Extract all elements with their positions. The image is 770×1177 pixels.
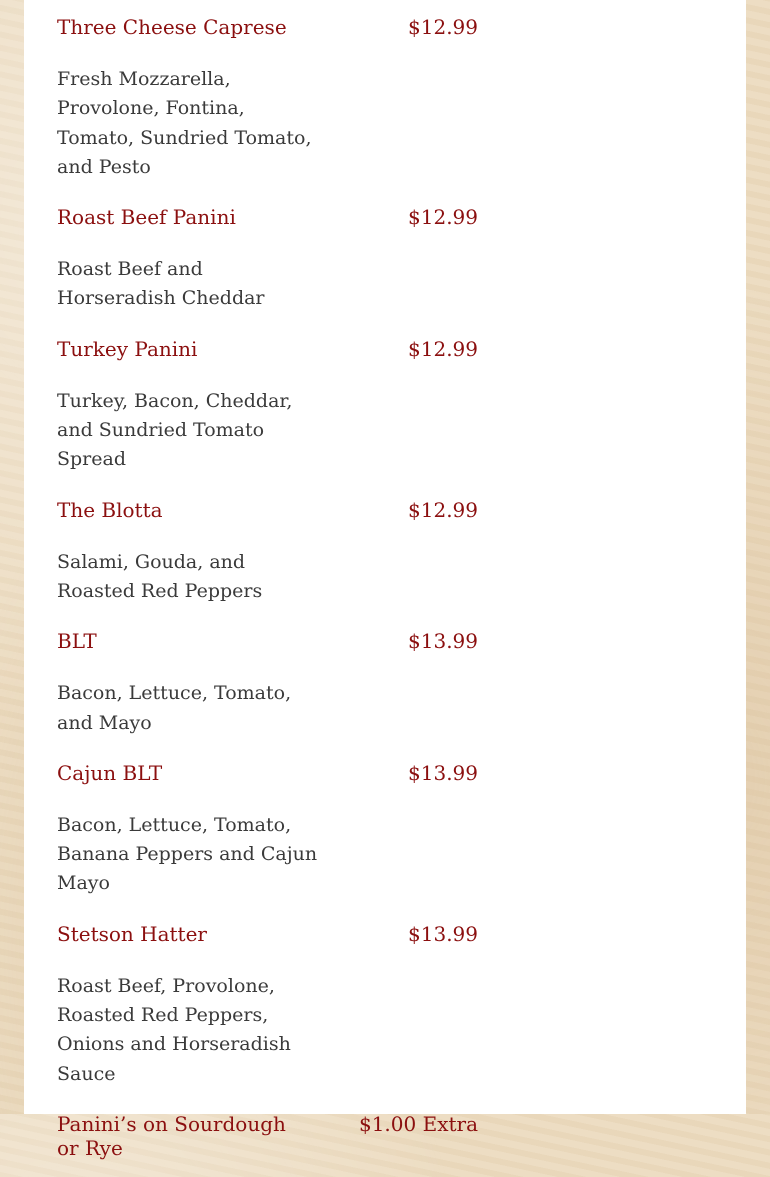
menu-item-name: BLT (57, 629, 97, 654)
menu-item-price: $12.99 (408, 497, 478, 522)
menu-note-price: $1.00 Extra (358, 1111, 478, 1136)
menu-item-name: Turkey Panini (57, 336, 198, 361)
menu-item-name: Cajun BLT (57, 760, 163, 785)
menu-note-header (57, 1097, 478, 1177)
menu-item-name: Stetson Hatter (57, 921, 207, 946)
menu-item-description: Roast Beef, Provolone, Roasted Red Peppers, Onions and Horseradish Sauce (57, 974, 291, 1085)
menu-item-description: Fresh Mozzarella, Provolone, Fontina, Tomato, Sundried Tomato, and Pesto (57, 68, 312, 178)
menu-item-description: Bacon, Lettuce, Tomato, and Mayo (57, 682, 292, 734)
menu-item-header (57, 746, 478, 797)
menu-item (57, 746, 478, 907)
menu-item-header (57, 614, 478, 665)
menu-item-name: The Blotta (57, 497, 163, 522)
menu-item-header (57, 907, 478, 958)
menu-item-header (57, 322, 478, 373)
menu-note (57, 1097, 478, 1177)
menu-item-name: Roast Beef Panini (57, 205, 236, 230)
menu-item (57, 322, 478, 483)
menu-item-price: $13.99 (408, 629, 478, 654)
menu-item-price: $12.99 (408, 15, 478, 39)
menu-item (57, 614, 478, 746)
menu-item-description: Bacon, Lettuce, Tomato, Banana Peppers and Cajun Mayo (57, 813, 318, 895)
menu-panel (24, 0, 746, 1160)
menu-list (57, 0, 478, 1177)
menu-item-description: Turkey, Bacon, Cheddar, and Sundried Tomato Spread (57, 389, 293, 471)
menu-note-label: Panini’s on Sourdough or Rye (57, 1111, 286, 1160)
menu-item-header (57, 190, 478, 241)
menu-item (57, 483, 478, 615)
menu-item-price: $12.99 (408, 336, 478, 361)
menu-item-price: $12.99 (408, 205, 478, 230)
menu-item-description: Roast Beef and Horseradish Cheddar (57, 258, 265, 310)
menu-item (57, 190, 478, 322)
menu-item (57, 907, 478, 1097)
menu-item-description: Salami, Gouda, and Roasted Red Peppers (57, 550, 263, 602)
menu-item-header (57, 483, 478, 534)
menu-item-header (57, 0, 478, 51)
menu-item-name: Three Cheese Caprese (57, 15, 287, 39)
menu-item-price: $13.99 (408, 921, 478, 946)
menu-item-price: $13.99 (408, 760, 478, 785)
menu-item (57, 0, 478, 190)
